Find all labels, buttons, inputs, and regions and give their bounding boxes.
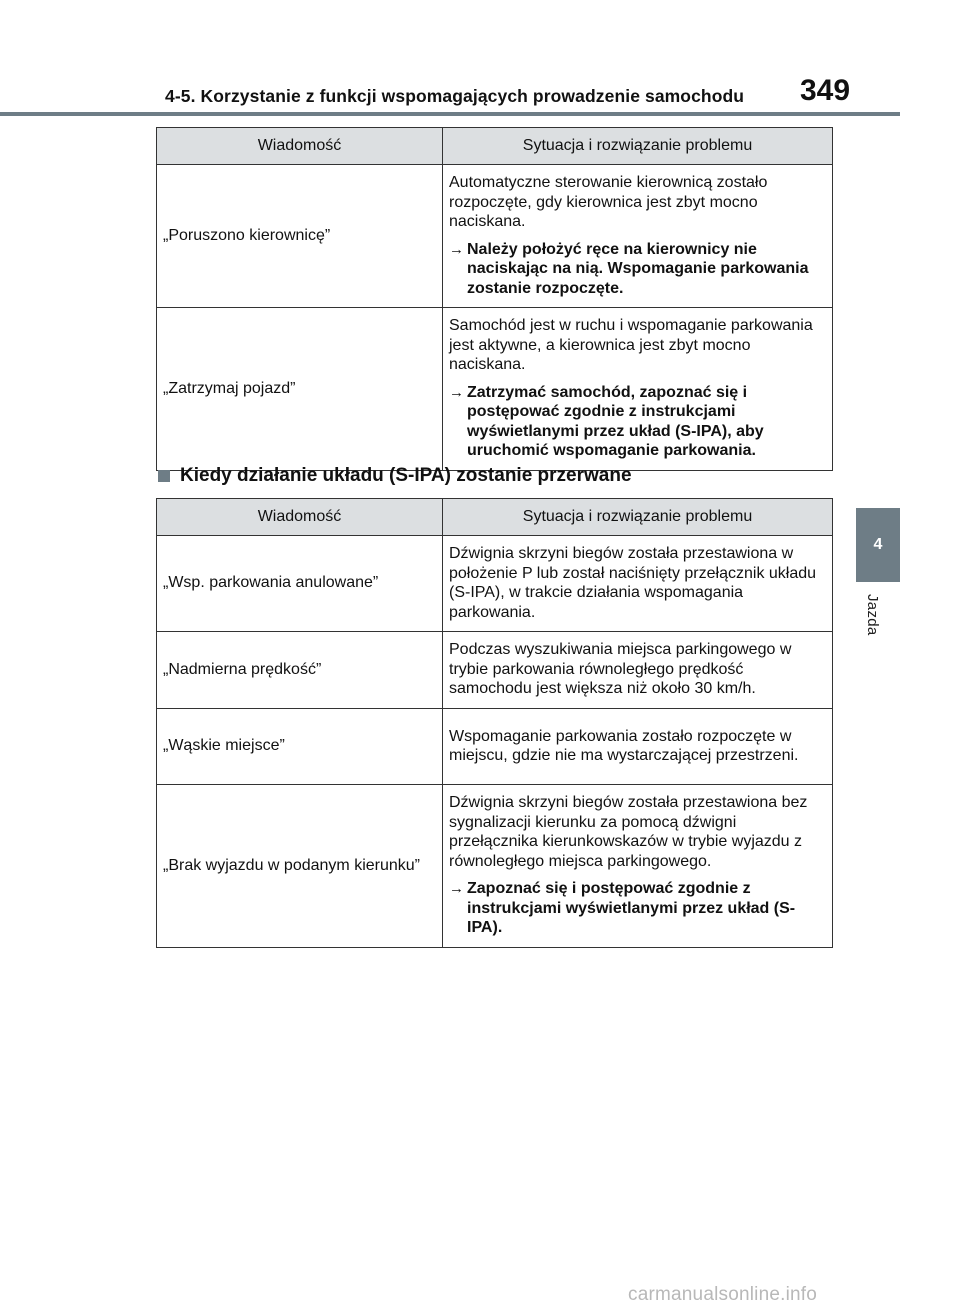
column-header-solution: Sytuacja i rozwiązanie problemu [443,128,833,165]
action-label: Zatrzymać samochód, zapoznać się i postępować zgodnie z instrukcjami wyświetlanymi przez układ (S-IPA), aby uruchomić wspomaganie parkowania. [467,383,764,459]
action-text [449,879,826,938]
page-number: 349 [800,74,851,107]
action-label: Należy położyć ręce na kierownicy nie naciskając na nią. Wspomaganie parkowania zostanie rozpoczęte. [467,240,809,297]
situation-text: Dźwignia skrzyni biegów została przestawiona bez sygnalizacji kierunku za pomocą dźwigni przełącznika kierunkowskazów w trybie wyjazdu z równoległego miejsca parkingowego. [449,794,808,870]
situation-text: Dźwignia skrzyni biegów została przestawiona w położenie P lub został naciśnięty przełącznik układu (S-IPA), w trakcie działania wspomagania parkowania. [449,545,817,621]
solution-cell [443,308,833,471]
section-heading [158,465,632,487]
table-header-row [157,128,833,165]
message-cell: „Brak wyjazdu w podanym kierunku” [157,785,443,948]
action-text [449,240,826,299]
header-divider [0,112,900,116]
situation-text: Wspomaganie parkowania zostało rozpoczęte w miejscu, gdzie nie ma wystarczającej przestrzeni. [449,727,799,764]
table-header-row [157,499,833,536]
section-heading-text: Kiedy działanie układu (S-IPA) zostanie przerwane [180,465,632,486]
table-row [157,165,833,308]
solution-cell [443,632,833,709]
action-label: Zapoznać się i postępować zgodnie z instrukcjami wyświetlanymi przez układ (S-IPA). [467,880,796,936]
square-bullet-icon [158,470,170,482]
message-cell: „Wąskie miejsce” [157,709,443,785]
watermark: carmanualsonline.info [628,1284,818,1305]
message-cell: „Wsp. parkowania anulowane” [157,536,443,632]
arrow-right-icon: → [449,383,464,401]
solution-cell [443,165,833,308]
message-cell: „Nadmierna prędkość” [157,632,443,709]
message-table-1 [156,127,833,471]
action-text [449,383,826,461]
message-cell: „Poruszono kierownicę” [157,165,443,308]
table-row [157,536,833,632]
situation-text: Podczas wyszukiwania miejsca parkingowego w trybie parkowania równoległego prędkość samochodu jest większa niż około 30 km/h. [449,641,792,698]
table-row [157,632,833,709]
solution-cell [443,785,833,948]
chapter-tab: 4 [856,508,900,582]
situation-text: Automatyczne sterowanie kierownicą zostało rozpoczęte, gdy kierownica jest zbyt mocno naciskana. [449,174,768,230]
page-header-title: 4-5. Korzystanie z funkcji wspomagających prowadzenie samochodu [165,86,745,106]
arrow-right-icon: → [449,240,464,258]
column-header-message: Wiadomość [157,128,443,165]
arrow-right-icon: → [449,880,464,897]
message-table-2 [156,498,833,948]
table-row [157,709,833,785]
message-cell: „Zatrzymaj pojazd” [157,308,443,471]
chapter-label: Jazda [864,594,881,636]
column-header-solution: Sytuacja i rozwiązanie problemu [443,499,833,536]
solution-cell [443,536,833,632]
table-row [157,308,833,471]
column-header-message: Wiadomość [157,499,443,536]
solution-cell [443,709,833,785]
situation-text: Samochód jest w ruchu i wspomaganie parkowania jest aktywne, a kierownica jest zbyt mocno naciskana. [449,317,813,373]
table-row [157,785,833,948]
